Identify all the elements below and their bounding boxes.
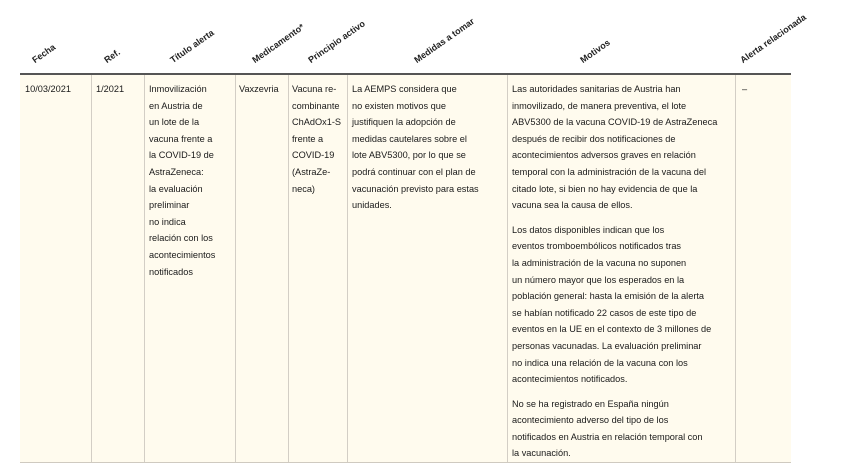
text-line: notificados [149,266,193,277]
header-principio-activo: Principio activo [306,18,367,66]
text-line: acontecimientos adversos graves en relación [512,150,696,161]
text-line: acontecimiento adverso del tipo de los [512,415,669,426]
text-line: neca) [292,183,315,194]
cell-fecha: 10/03/2021 [25,84,71,94]
text-line: se habían notificado 22 casos de este tipo de [512,307,697,318]
text-line: la vacunación. [512,448,571,459]
column-divider [235,75,236,462]
text-line: vacuna sea la causa de ellos. [512,200,633,211]
motivos-paragraph-3 [512,396,717,462]
cell-alerta-relacionada: – [742,84,748,94]
column-divider [144,75,145,462]
header-fecha: Fecha [30,41,58,65]
text-line: la administración de la vacuna no suponen [512,257,687,268]
text-line: un lote de la [149,117,200,128]
header-ref: Ref. [102,47,122,65]
text-line: citado lote, si bien no hay evidencia de que la [512,183,698,194]
text-line: la COVID-19 de [149,150,214,161]
text-line: acontecimientos [149,249,216,260]
text-line: (AstraZe- [292,166,331,177]
text-line: Las autoridades sanitarias de Austria han [512,84,681,94]
text-line: combinante [292,100,340,111]
text-line: ABV5300 de la vacuna COVID-19 de AstraZeneca [512,117,718,128]
text-line: no indica [149,216,186,227]
text-line: población general: hasta la emisión de la alerta [512,291,705,302]
cell-titulo-alerta [149,81,215,280]
text-line: Inmovilización [149,84,207,94]
column-divider [507,75,508,462]
text-line: personas vacunadas. La evaluación preliminar [512,340,702,351]
text-line: después de recibir dos notificaciones de [512,133,676,144]
text-line: Los datos disponibles indican que los [512,224,665,235]
header-motivos: Motivos [578,37,612,65]
text-line: notificados en Austria en relación temporal con [512,431,703,442]
text-line: ChAdOx1-S [292,117,342,128]
text-line: no indica una relación de la vacuna con los [512,357,688,368]
text-line: inmovilizado, de manera preventiva, el lote [512,100,687,111]
text-line: acontecimientos notificados. [512,374,628,385]
text-line: unidades. [352,200,392,211]
text-line: vacuna frente a [149,133,213,144]
text-line: La AEMPS considera que [352,84,457,94]
text-line: vacunación previsto para estas [352,183,479,194]
text-line: frente a [292,133,324,144]
text-line: la evaluación [149,183,203,194]
column-divider [288,75,289,462]
text-line: eventos en la UE en el contexto de 3 millones de [512,324,712,335]
text-line: preliminar [149,200,190,211]
column-divider [735,75,736,462]
header-alerta-relacionada: Alerta relacionada [738,12,808,65]
column-divider [91,75,92,462]
cell-ref: 1/2021 [96,84,125,94]
text-line: podrá continuar con el plan de [352,166,476,177]
motivos-paragraph-1 [512,81,717,214]
text-line: COVID-19 [292,150,335,161]
cell-motivos [512,81,717,470]
text-line: Vacuna re- [292,84,337,94]
header-medicamento: Medicamento* [250,21,306,65]
alerts-table [20,73,791,463]
column-divider [347,75,348,462]
text-line: relación con los [149,233,213,244]
cell-medidas-a-tomar [352,81,479,214]
text-line: temporal con la administración de la vacuna del [512,166,707,177]
text-line: en Austria de [149,100,203,111]
header-medidas-a-tomar: Medidas a tomar [412,16,477,65]
text-line: medidas cautelares sobre el [352,133,467,144]
text-line: AstraZeneca: [149,166,204,177]
text-line: justifiquen la adopción de [352,117,456,128]
text-line: un número mayor que los esperados en la [512,274,685,285]
text-line: lote ABV5300, por lo que se [352,150,466,161]
header-titulo-alerta: Título alerta [168,27,216,65]
text-line: No se ha registrado en España ningún [512,398,669,409]
cell-medicamento: Vaxzevria [239,84,279,94]
text-line: no existen motivos que [352,100,446,111]
motivos-paragraph-2 [512,222,717,388]
text-line: eventos tromboembólicos notificados tras [512,241,682,252]
cell-principio-activo [292,81,341,197]
